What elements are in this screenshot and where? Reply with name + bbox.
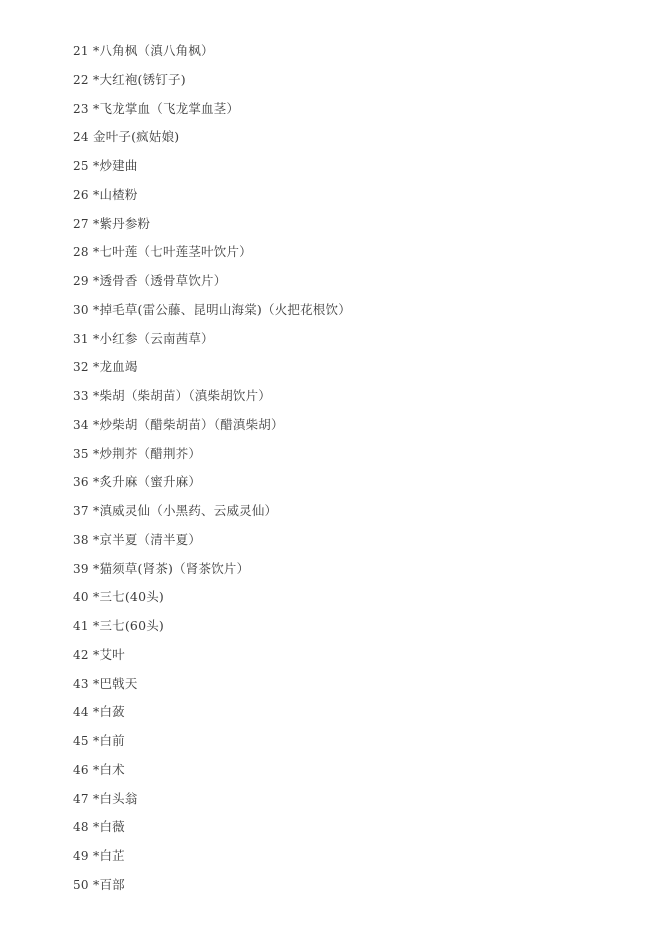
item-text: *八角枫（滇八角枫） xyxy=(93,43,214,58)
item-number: 23 xyxy=(73,101,89,116)
list-item xyxy=(73,214,351,243)
list-item xyxy=(73,875,351,904)
item-text: *七叶莲（七叶莲茎叶饮片） xyxy=(93,244,252,260)
list-item xyxy=(73,501,351,530)
list-item xyxy=(73,329,351,358)
item-number: 25 xyxy=(73,159,89,173)
list-item xyxy=(73,817,351,846)
item-number: 35 xyxy=(73,446,89,461)
list-item xyxy=(73,444,351,473)
item-number: 38 xyxy=(73,532,89,547)
item-number: 39 xyxy=(73,561,89,576)
item-text: *掉毛草(雷公藤、昆明山海棠)（火把花根饮） xyxy=(93,301,351,317)
list-item xyxy=(73,645,351,674)
list-item xyxy=(73,559,351,588)
list-item xyxy=(73,156,351,185)
item-number: 41 xyxy=(73,619,89,633)
item-text: *炒建曲 xyxy=(93,158,138,173)
list-item xyxy=(73,41,351,70)
item-text: *炙升麻（蜜升麻） xyxy=(93,474,202,490)
item-number: 48 xyxy=(73,820,89,835)
list-item xyxy=(73,846,351,875)
list-item xyxy=(73,789,351,818)
item-number: 26 xyxy=(73,187,89,202)
item-text: *大红袍(锈钉子) xyxy=(93,71,186,87)
item-text: *山楂粉 xyxy=(93,186,138,202)
item-number: 46 xyxy=(73,762,89,777)
list-item xyxy=(73,127,351,156)
item-text: *白术 xyxy=(93,761,125,777)
list-item xyxy=(73,185,351,214)
item-number: 37 xyxy=(73,504,89,518)
item-number: 22 xyxy=(73,72,89,87)
list-item xyxy=(73,674,351,703)
list-item xyxy=(73,702,351,731)
item-number: 29 xyxy=(73,274,89,288)
item-text: *巴戟天 xyxy=(93,675,138,691)
item-text: *白薇 xyxy=(93,819,125,835)
item-number: 27 xyxy=(73,216,89,231)
herb-list xyxy=(73,41,351,904)
item-text: *艾叶 xyxy=(93,646,125,662)
list-item xyxy=(73,530,351,559)
item-number: 34 xyxy=(73,417,89,432)
item-text: *京半夏（清半夏） xyxy=(93,531,202,547)
list-item xyxy=(73,242,351,271)
item-number: 40 xyxy=(73,590,89,605)
list-item xyxy=(73,415,351,444)
list-item xyxy=(73,731,351,760)
item-number: 33 xyxy=(73,389,89,403)
list-item xyxy=(73,616,351,645)
item-text: *白芷 xyxy=(93,848,125,863)
list-item xyxy=(73,70,351,99)
item-text: *百部 xyxy=(93,876,125,892)
item-text: *白蔹 xyxy=(93,704,125,720)
item-number: 42 xyxy=(73,647,89,662)
item-text: *透骨香（透骨草饮片） xyxy=(93,273,227,288)
list-item xyxy=(73,300,351,329)
item-number: 43 xyxy=(73,676,89,691)
item-number: 30 xyxy=(73,302,89,317)
item-number: 49 xyxy=(73,849,89,863)
item-text: *滇威灵仙（小黑药、云威灵仙） xyxy=(93,503,278,518)
item-text: *白前 xyxy=(93,733,125,748)
item-number: 31 xyxy=(73,331,89,346)
item-text: *龙血竭 xyxy=(93,359,138,375)
list-item xyxy=(73,99,351,128)
item-text: *三七(60头) xyxy=(93,618,165,633)
item-number: 32 xyxy=(73,360,89,375)
item-text: *白头翁 xyxy=(93,790,138,806)
item-text: *紫丹参粉 xyxy=(93,215,151,231)
item-number: 21 xyxy=(73,44,89,58)
item-number: 24 xyxy=(73,130,89,145)
item-text: *小红参（云南茜草） xyxy=(93,330,214,346)
item-text: 金叶子(疯姑娘) xyxy=(93,129,180,145)
list-item xyxy=(73,587,351,616)
item-text: *三七(40头) xyxy=(93,589,165,605)
list-item xyxy=(73,386,351,415)
item-number: 44 xyxy=(73,705,89,720)
item-text: *炒柴胡（醋柴胡苗）（醋滇柴胡） xyxy=(93,416,284,432)
item-text: *柴胡（柴胡苗）（滇柴胡饮片） xyxy=(93,388,272,403)
item-text: *飞龙掌血（飞龙掌血茎） xyxy=(93,100,240,116)
list-item xyxy=(73,472,351,501)
list-item xyxy=(73,271,351,300)
item-number: 28 xyxy=(73,245,89,260)
list-item xyxy=(73,357,351,386)
item-number: 47 xyxy=(73,791,89,806)
item-text: *猫须草(肾茶)（肾茶饮片） xyxy=(93,560,250,576)
item-number: 50 xyxy=(73,877,89,892)
item-number: 45 xyxy=(73,734,89,748)
item-text: *炒荆芥（醋荆芥） xyxy=(93,445,202,461)
list-item xyxy=(73,760,351,789)
item-number: 36 xyxy=(73,475,89,490)
